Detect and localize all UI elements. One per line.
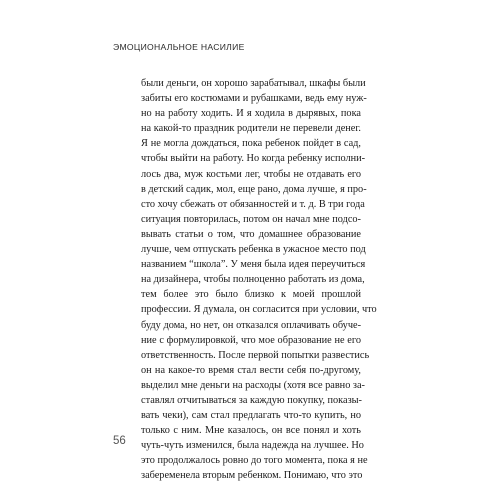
text-line: Я не могла дождаться, пока ребенок пойдет в сад, (141, 138, 361, 150)
text-line: забеременела вторым ребенком. Понимаю, что это (141, 470, 363, 482)
text-line: были деньги, он хорошо зарабатывал, шкафы были (141, 78, 366, 89)
text-line: лось два, муж костьми лег, чтобы не отдавать его (141, 168, 361, 180)
text-line: это продолжалось ровно до того момента, пока я не (141, 455, 368, 467)
text-line: забиты его костюмами и рубашками, ведь ему нуж- (141, 93, 367, 105)
text-line: только с ним. Мне казалось, он все понял и хоть (141, 425, 361, 437)
text-line: ставлял отчитываться за каждую покупку, показы- (141, 394, 362, 406)
text-line: сто хочу сбежать от обязанностей и т. д. В три года (141, 198, 365, 210)
text-line: лучше, чем отпускать ребенка в ужасное место под (141, 244, 366, 256)
text-line: тем более это было близко к моей прошлой (141, 289, 361, 301)
text-line: в детский садик, мол, еще рано, дома лучше, я про- (141, 183, 367, 195)
text-line: но на работу ходить. И я ходила в дырявых, пока (141, 108, 361, 120)
page-number: 56 (113, 435, 126, 447)
text-line: ние с формулировкой, что мое образование не его (141, 334, 361, 346)
text-line: вывать статьи о том, что домашнее образование (141, 228, 361, 240)
text-line: он на какое-то время стал вести себя по-другому, (141, 364, 361, 376)
running-head: ЭМОЦИОНАЛЬНОЕ НАСИЛИЕ (113, 42, 245, 52)
text-line: вать чеки), сам стал предлагать что-то купить, но (141, 410, 361, 422)
text-line: чтобы выйти на работу. Но когда ребенку исполни- (141, 153, 366, 165)
body-text (141, 76, 377, 484)
text-line: названием “школа”. У меня была идея переучиться (141, 259, 366, 271)
text-line: выделил мне деньги на расходы (хотя все равно за- (141, 379, 365, 391)
text-line: на дизайнера, чтобы полноценно работать из дома, (141, 274, 365, 286)
text-line: профессии. Я думала, он согласится при условии, что (141, 304, 377, 316)
text-line: на какой-то праздник родители не перевели денег. (141, 123, 361, 135)
text-line: ситуация повторилась, потом он начал мне подсо- (141, 213, 361, 225)
text-line: ответственность. После первой попытки развестись (141, 349, 370, 361)
text-line: буду дома, но нет, он отказался оплачивать обуче- (141, 319, 361, 331)
text-line: чуть-чуть изменился, была надежда на лучшее. Но (141, 440, 364, 452)
